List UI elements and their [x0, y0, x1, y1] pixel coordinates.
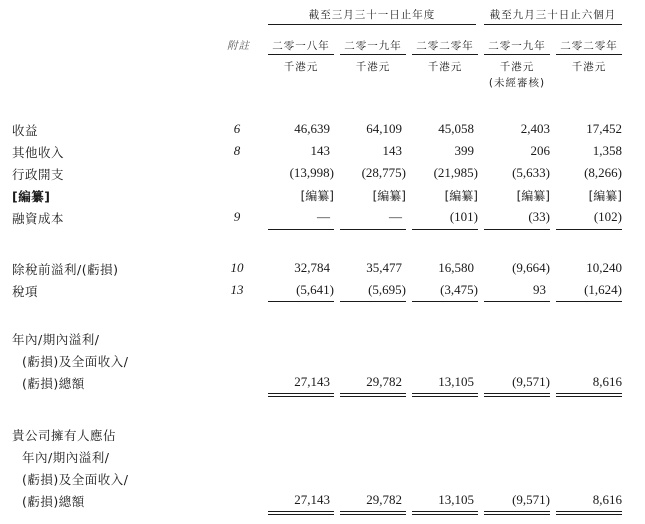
total-income-double-rule-2	[340, 393, 406, 397]
col-year-2: 二零一九年	[344, 40, 402, 52]
tax-rule-2	[340, 301, 406, 302]
row-label-attributable-line1: 貴公司擁有人應佔	[12, 428, 117, 443]
row-label-total-income-line1: 年內/期內溢利/	[12, 332, 100, 347]
cell-attributable-4: (9,571)	[512, 492, 550, 507]
row-label-attributable-line3: (虧損)及全面收入/	[22, 472, 129, 487]
tax-rule-5	[556, 301, 622, 302]
cell-other-income-4: 206	[530, 143, 550, 158]
col-year-4: 二零一九年	[488, 40, 546, 52]
attributable-double-rule-1	[268, 511, 334, 515]
cell-redacted-3: [編纂]	[444, 189, 478, 203]
col-unaudited-note: (未經審核)	[488, 77, 546, 89]
row-label-other-income: 其他收入	[12, 145, 65, 160]
cell-attributable-3: 13,105	[438, 492, 474, 507]
cell-profit-before-tax-3: 16,580	[438, 260, 474, 275]
tax-rule-3	[412, 301, 478, 302]
row-label-tax: 稅項	[12, 284, 39, 299]
subtotal-rule-1	[268, 229, 334, 230]
cell-attributable-1: 27,143	[294, 492, 330, 507]
cell-attributable-2: 29,782	[366, 492, 402, 507]
row-note-revenue: 6	[233, 121, 241, 136]
col-unit-2: 千港元	[355, 61, 391, 73]
cell-revenue-3: 45,058	[438, 121, 474, 136]
cell-finance-costs-2: —	[389, 209, 402, 224]
row-note-finance-costs: 9	[233, 209, 241, 224]
cell-profit-before-tax-4: (9,664)	[512, 260, 550, 275]
cell-admin-expenses-1: (13,998)	[289, 165, 334, 180]
cell-finance-costs-1: —	[317, 209, 330, 224]
attributable-double-rule-5	[556, 511, 622, 515]
cell-total-income-5: 8,616	[592, 374, 622, 389]
tax-rule-1	[268, 301, 334, 302]
cell-profit-before-tax-5: 10,240	[586, 260, 622, 275]
row-label-total-income-line2: (虧損)及全面收入/	[22, 354, 129, 369]
cell-other-income-2: 143	[382, 143, 402, 158]
cell-tax-2: (5,695)	[368, 282, 406, 297]
cell-profit-before-tax-2: 35,477	[366, 260, 402, 275]
cell-total-income-3: 13,105	[438, 374, 474, 389]
subtotal-rule-5	[556, 229, 622, 230]
attributable-double-rule-3	[412, 511, 478, 515]
row-label-total-income-line3: (虧損)總額	[22, 376, 85, 391]
row-label-admin-expenses: 行政開支	[12, 167, 65, 182]
col-year-3-rule	[412, 54, 478, 55]
col-year-3: 二零二零年	[416, 40, 474, 52]
cell-tax-5: (1,624)	[584, 282, 622, 297]
cell-redacted-2: [編纂]	[372, 189, 406, 203]
col-year-2-rule	[340, 54, 406, 55]
cell-attributable-5: 8,616	[592, 492, 622, 507]
col-unit-1: 千港元	[283, 61, 319, 73]
subtotal-rule-3	[412, 229, 478, 230]
cell-tax-3: (3,475)	[440, 282, 478, 297]
cell-other-income-5: 1,358	[592, 143, 622, 158]
row-label-revenue: 收益	[12, 123, 39, 138]
subtotal-rule-4	[484, 229, 550, 230]
cell-total-income-1: 27,143	[294, 374, 330, 389]
cell-tax-1: (5,641)	[296, 282, 334, 297]
cell-total-income-4: (9,571)	[512, 374, 550, 389]
cell-redacted-5: [編纂]	[588, 189, 622, 203]
total-income-double-rule-1	[268, 393, 334, 397]
header-group-year: 截至三月三十一日止年度	[308, 9, 436, 21]
cell-admin-expenses-3: (21,985)	[433, 165, 478, 180]
header-group-period-rule	[484, 24, 622, 25]
total-income-double-rule-5	[556, 393, 622, 397]
attributable-double-rule-2	[340, 511, 406, 515]
col-year-5-rule	[556, 54, 622, 55]
col-year-4-rule	[484, 54, 550, 55]
row-note-other-income: 8	[233, 143, 241, 158]
tax-rule-4	[484, 301, 550, 302]
attributable-double-rule-4	[484, 511, 550, 515]
row-label-attributable-line2: 年內/期內溢利/	[22, 450, 110, 465]
cell-admin-expenses-4: (5,633)	[512, 165, 550, 180]
col-unit-3: 千港元	[427, 61, 463, 73]
col-unit-4: 千港元	[499, 61, 535, 73]
total-income-double-rule-3	[412, 393, 478, 397]
cell-finance-costs-3: (101)	[449, 209, 478, 224]
cell-finance-costs-4: (33)	[528, 209, 550, 224]
cell-revenue-5: 17,452	[586, 121, 622, 136]
row-note-profit-before-tax: 10	[230, 260, 244, 275]
subtotal-rule-2	[340, 229, 406, 230]
cell-admin-expenses-2: (28,775)	[361, 165, 406, 180]
cell-admin-expenses-5: (8,266)	[584, 165, 622, 180]
cell-revenue-2: 64,109	[366, 121, 402, 136]
col-year-1: 二零一八年	[272, 40, 330, 52]
row-label-finance-costs: 融資成本	[12, 211, 65, 226]
cell-tax-4: 93	[533, 282, 546, 297]
col-unit-5: 千港元	[571, 61, 607, 73]
row-label-attributable-line4: (虧損)總額	[22, 494, 85, 509]
col-year-1-rule	[268, 54, 334, 55]
header-group-period: 截至九月三十日止六個月	[489, 9, 617, 21]
cell-revenue-4: 2,403	[520, 121, 550, 136]
cell-redacted-1: [編纂]	[300, 189, 334, 203]
total-income-double-rule-4	[484, 393, 550, 397]
cell-finance-costs-5: (102)	[593, 209, 622, 224]
cell-revenue-1: 46,639	[294, 121, 330, 136]
cell-profit-before-tax-1: 32,784	[294, 260, 330, 275]
row-label-redacted: [編纂]	[12, 189, 51, 204]
cell-redacted-4: [編纂]	[516, 189, 550, 203]
header-group-year-rule	[268, 24, 476, 25]
notes-column-header: 附註	[227, 40, 250, 52]
col-year-5: 二零二零年	[560, 40, 618, 52]
cell-other-income-1: 143	[310, 143, 330, 158]
cell-other-income-3: 399	[454, 143, 474, 158]
row-note-tax: 13	[230, 282, 244, 297]
cell-total-income-2: 29,782	[366, 374, 402, 389]
row-label-profit-before-tax: 除稅前溢利/(虧損)	[12, 262, 119, 277]
